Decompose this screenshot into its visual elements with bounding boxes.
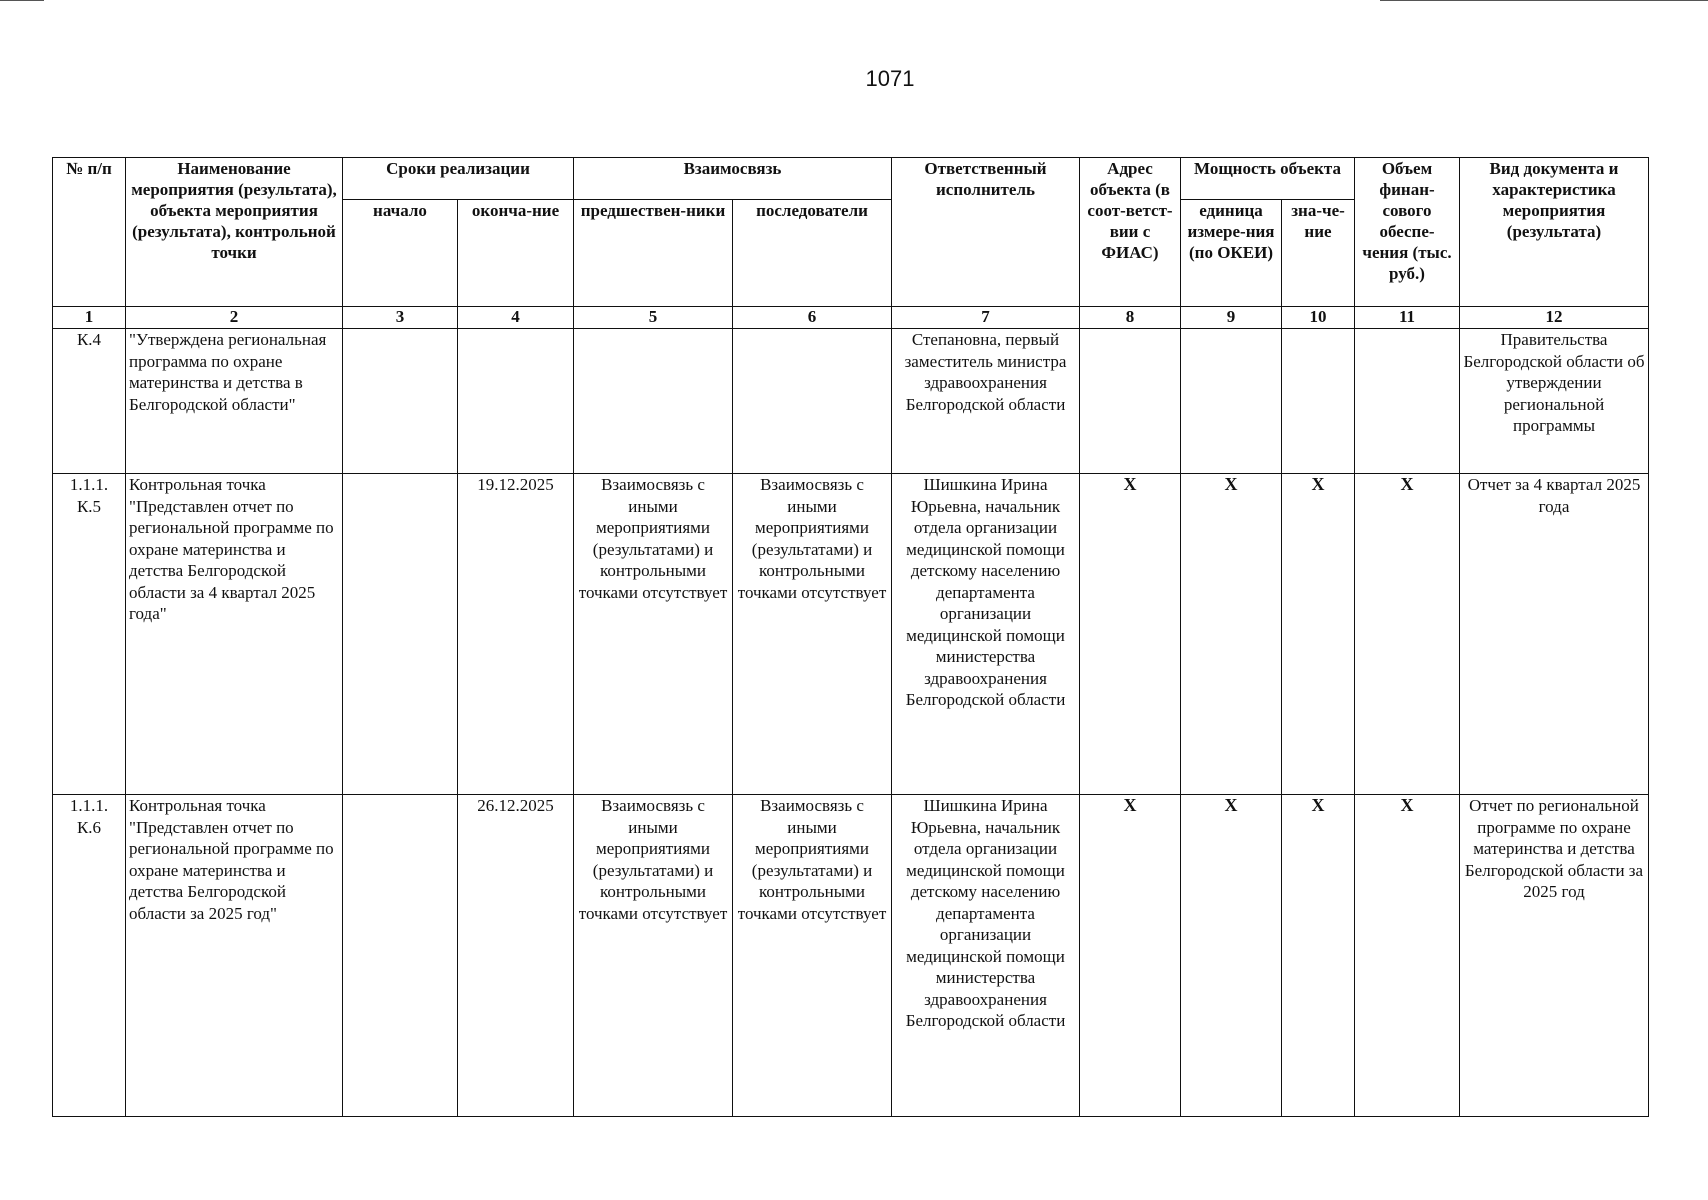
- row-responsible: Шишкина Ирина Юрьевна, начальник отдела организации медицинской помощи детскому населению департамента организации медицинской помощи министерства здравоохранения Белгородской области: [892, 474, 1080, 795]
- header-capacity-unit: единица измере-ния (по ОКЕИ): [1181, 200, 1282, 307]
- column-number: 8: [1080, 307, 1181, 329]
- row-unit: Х: [1181, 474, 1282, 795]
- header-relation: Взаимосвязь: [574, 158, 892, 200]
- column-number: 5: [574, 307, 733, 329]
- measures-table: [52, 157, 1649, 1117]
- row-start: [343, 795, 458, 1117]
- row-successors: Взаимосвязь с иными мероприятиями (результатами) и контрольными точками отсутствует: [733, 474, 892, 795]
- column-number: 1: [53, 307, 126, 329]
- row-successors: [733, 329, 892, 474]
- header-relation-next: последователи: [733, 200, 892, 307]
- header-row: [53, 158, 1649, 200]
- row-name: "Утверждена региональная программа по охране материнства и детства в Белгородской области": [126, 329, 343, 474]
- table-row: [53, 474, 1649, 795]
- column-number: 2: [126, 307, 343, 329]
- row-number: К.4: [53, 329, 126, 474]
- header-responsible: Ответственный исполнитель: [892, 158, 1080, 307]
- column-number: 9: [1181, 307, 1282, 329]
- row-end: 26.12.2025: [458, 795, 574, 1117]
- header-terms: Сроки реализации: [343, 158, 574, 200]
- row-predecessors: Взаимосвязь с иными мероприятиями (результатами) и контрольными точками отсутствует: [574, 795, 733, 1117]
- row-doc: Отчет за 4 квартал 2025 года: [1460, 474, 1649, 795]
- row-finance: Х: [1355, 795, 1460, 1117]
- row-number: 1.1.1. К.5: [53, 474, 126, 795]
- table-row: [53, 795, 1649, 1117]
- row-number: 1.1.1. К.6: [53, 795, 126, 1117]
- header-num: № п/п: [53, 158, 126, 307]
- row-address: Х: [1080, 474, 1181, 795]
- row-responsible: Шишкина Ирина Юрьевна, начальник отдела организации медицинской помощи детскому населению департамента организации медицинской помощи министерства здравоохранения Белгородской области: [892, 795, 1080, 1117]
- row-unit: Х: [1181, 795, 1282, 1117]
- row-successors: Взаимосвязь с иными мероприятиями (результатами) и контрольными точками отсутствует: [733, 795, 892, 1117]
- row-finance: Х: [1355, 474, 1460, 795]
- column-number-row: [53, 307, 1649, 329]
- column-number: 11: [1355, 307, 1460, 329]
- row-start: [343, 329, 458, 474]
- row-finance: [1355, 329, 1460, 474]
- row-value: [1282, 329, 1355, 474]
- header-finance: Объем финан-сового обеспе-чения (тыс. руб.): [1355, 158, 1460, 307]
- column-number: 3: [343, 307, 458, 329]
- column-number: 7: [892, 307, 1080, 329]
- header-terms-end: оконча-ние: [458, 200, 574, 307]
- row-unit: [1181, 329, 1282, 474]
- column-number: 4: [458, 307, 574, 329]
- row-responsible: Степановна, первый заместитель министра здравоохранения Белгородской области: [892, 329, 1080, 474]
- header-capacity: Мощность объекта: [1181, 158, 1355, 200]
- column-number: 10: [1282, 307, 1355, 329]
- row-address: [1080, 329, 1181, 474]
- row-end: 19.12.2025: [458, 474, 574, 795]
- row-name: Контрольная точка "Представлен отчет по региональной программе по охране материнства и детства Белгородской области за 2025 год": [126, 795, 343, 1117]
- table-row: [53, 329, 1649, 474]
- top-edge-rule-left: [0, 0, 44, 1]
- row-end: [458, 329, 574, 474]
- row-value: Х: [1282, 474, 1355, 795]
- header-doc-type: Вид документа и характеристика мероприятия (результата): [1460, 158, 1649, 307]
- row-predecessors: Взаимосвязь с иными мероприятиями (результатами) и контрольными точками отсутствует: [574, 474, 733, 795]
- column-number: 6: [733, 307, 892, 329]
- row-start: [343, 474, 458, 795]
- top-edge-rule-right: [1380, 0, 1708, 1]
- header-name: Наименование мероприятия (результата), объекта мероприятия (результата), контрольной точки: [126, 158, 343, 307]
- header-capacity-value: зна-че-ние: [1282, 200, 1355, 307]
- header-relation-prev: предшествен-ники: [574, 200, 733, 307]
- row-doc: Отчет по региональной программе по охране материнства и детства Белгородской области за 2025 год: [1460, 795, 1649, 1117]
- row-name: Контрольная точка "Представлен отчет по региональной программе по охране материнства и детства Белгородской области за 4 квартал 2025 года": [126, 474, 343, 795]
- row-value: Х: [1282, 795, 1355, 1117]
- page-number: 1071: [865, 66, 915, 91]
- row-doc: Правительства Белгородской области об утверждении региональной программы: [1460, 329, 1649, 474]
- header-address: Адрес объекта (в соот-ветст-вии с ФИАС): [1080, 158, 1181, 307]
- row-address: Х: [1080, 795, 1181, 1117]
- row-predecessors: [574, 329, 733, 474]
- column-number: 12: [1460, 307, 1649, 329]
- header-terms-start: начало: [343, 200, 458, 307]
